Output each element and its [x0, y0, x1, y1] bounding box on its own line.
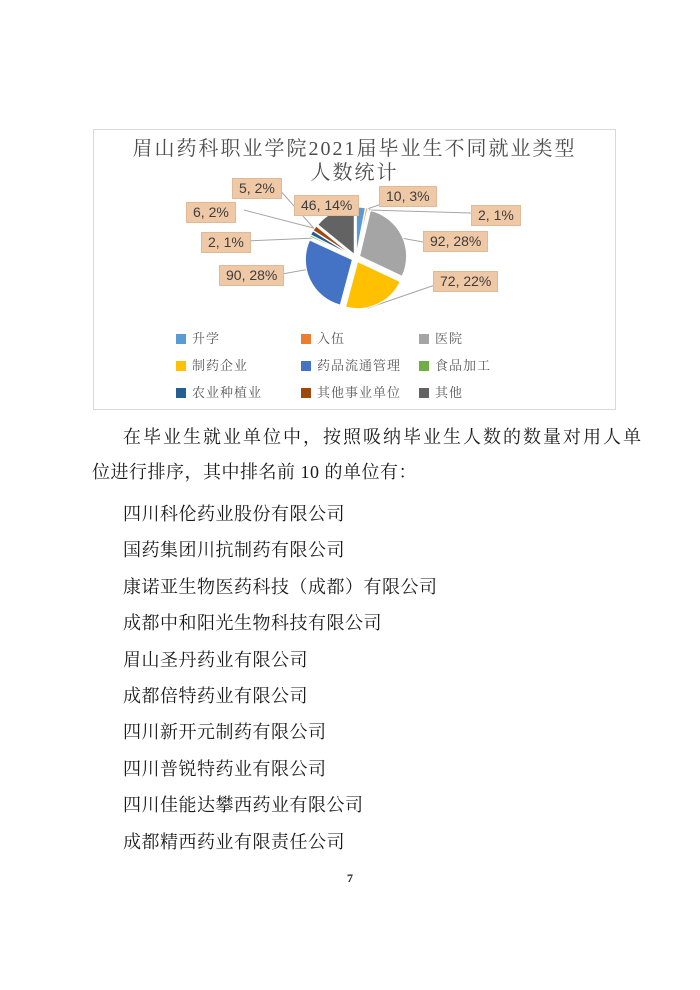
legend-item-drug-distribution: [301, 359, 401, 373]
company-list-item: 眉山圣丹药业有限公司: [123, 649, 308, 670]
company-list-item: 四川新开元制药有限公司: [123, 722, 327, 743]
legend-label: 其他: [435, 385, 464, 400]
company-list-item: 成都精西药业有限责任公司: [123, 831, 345, 852]
legend-swatch-icon: [301, 334, 311, 344]
legend-item-hospital: [419, 332, 463, 346]
company-list-item: 四川普锐特药业有限公司: [123, 758, 327, 779]
legend-label: 其他事业单位: [317, 385, 402, 400]
data-label-other: 46, 14%: [294, 195, 359, 216]
legend-item-enlistment: [301, 332, 345, 346]
legend-swatch-icon: [176, 334, 186, 344]
legend-item-food-processing: [419, 359, 491, 373]
intro-paragraph-line-1: 在毕业生就业单位中，按照吸纳毕业生人数的数量对用人单: [123, 427, 643, 447]
company-list-item: 成都中和阳光生物科技有限公司: [123, 613, 382, 634]
legend-label: 农业种植业: [192, 385, 263, 400]
legend-item-other: [419, 386, 463, 400]
legend-label: 食品加工: [435, 358, 492, 373]
data-label-drug-distribution: 90, 28%: [219, 265, 284, 286]
legend-swatch-icon: [419, 388, 429, 398]
company-list-item: 国药集团川抗制药有限公司: [123, 540, 345, 561]
legend-label: 制药企业: [192, 358, 249, 373]
legend-label: 入伍: [317, 331, 346, 346]
leader-line-1: [369, 210, 471, 213]
legend-swatch-icon: [176, 361, 186, 371]
legend-item-further-study: [176, 332, 220, 346]
legend-label: 升学: [192, 331, 221, 346]
data-label-hospital: 92, 28%: [423, 231, 488, 252]
page-number: 7: [347, 871, 353, 885]
intro-paragraph-line-2: 位进行排序，其中排名前 10 的单位有：: [92, 462, 417, 482]
legend-label: 药品流通管理: [317, 358, 402, 373]
legend-swatch-icon: [301, 361, 311, 371]
leader-line-4: [282, 269, 310, 274]
company-list-item: 成都倍特药业有限公司: [123, 686, 308, 707]
data-label-enlistment: 2, 1%: [471, 205, 521, 226]
company-list-item: 康诺亚生物医药科技（成都）有限公司: [123, 576, 438, 597]
legend-swatch-icon: [419, 334, 429, 344]
company-list-item: 四川科伦药业股份有限公司: [123, 504, 345, 524]
legend-item-pharma-enterprise: [176, 359, 248, 373]
chart-title-line-1: 眉山药科职业学院2021届毕业生不同就业类型: [132, 138, 577, 160]
chart-title-line-2: 人数统计: [310, 162, 399, 184]
leader-line-5: [245, 238, 316, 241]
company-list-item: 四川佳能达攀西药业有限公司: [123, 795, 364, 816]
legend-swatch-icon: [301, 388, 311, 398]
data-label-further-study: 10, 3%: [379, 186, 437, 207]
legend-item-agriculture: [176, 386, 262, 400]
data-label-agriculture: 5, 2%: [232, 178, 282, 199]
data-label-other-institutions: 6, 2%: [186, 202, 236, 223]
data-label-food-processing: 2, 1%: [201, 232, 251, 253]
legend-label: 医院: [435, 331, 464, 346]
intro-paragraph: [92, 420, 652, 490]
legend-swatch-icon: [176, 388, 186, 398]
legend-swatch-icon: [419, 361, 429, 371]
data-label-pharma-enterprise: 72, 22%: [433, 271, 498, 292]
embedded-pie-chart: [93, 129, 616, 410]
legend-item-other-institutions: [301, 386, 401, 400]
company-list: [123, 496, 643, 860]
